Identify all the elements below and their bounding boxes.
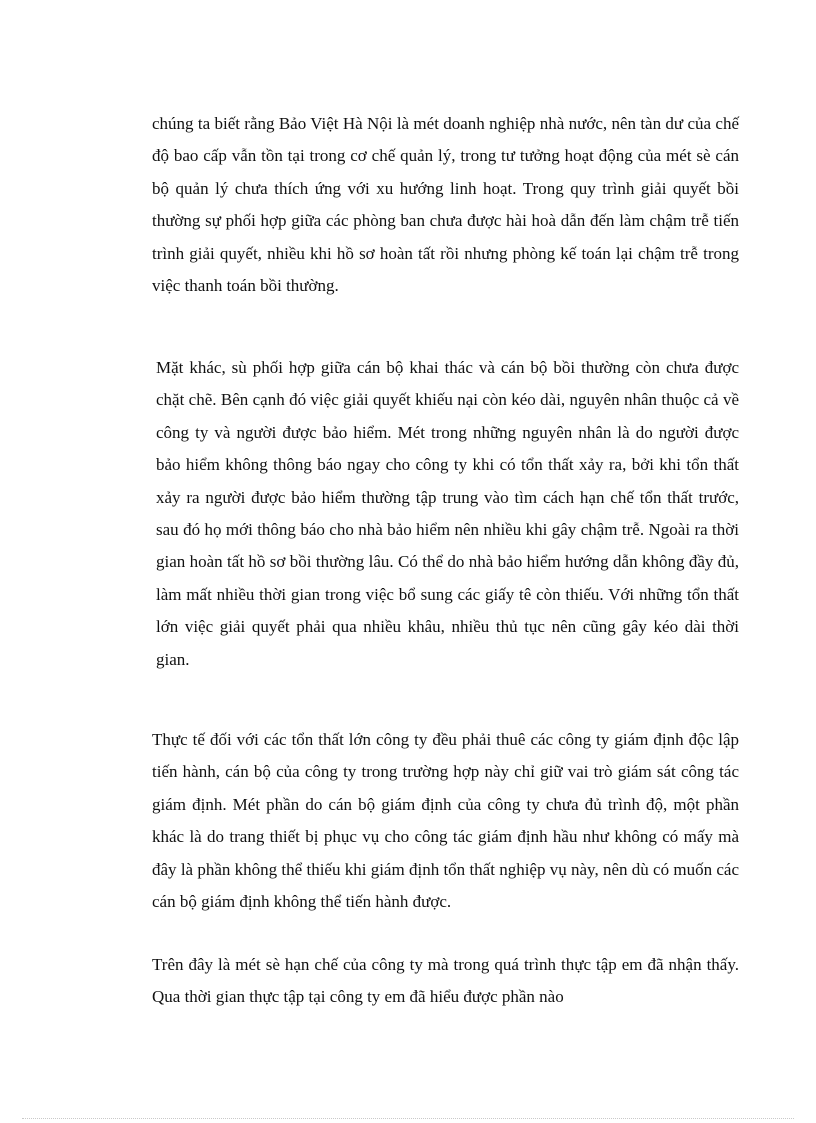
paragraph-3-text: Thực tế đối với các tổn thất lớn công ty đều phải thuê các công ty giám định độc lập tiến hành, cán bộ của công ty trong trường hợp này chỉ giữ vai trò giám sát công tác giám định. Mét phần do cán bộ giám định của công ty chưa đủ trình độ, một phần khác là do trang thiết bị phục vụ cho công tác giám định hầu như không có mấy mà đây là phần không thể thiếu khi giám định tổn thất nghiệp vụ này, nên dù có muốn các cán bộ giám định không thể tiến hành được. [152,730,739,912]
paragraph-3 [152,724,739,918]
paragraph-4-text: Trên đây là mét sè hạn chế của công ty mà trong quá trình thực tập em đã nhận thấy. Qua thời gian thực tập tại công ty em đã hiểu được phần nào [152,955,739,1007]
paragraph-1 [152,108,739,302]
paragraph-1-text: chúng ta biết rằng Bảo Việt Hà Nội là mét doanh nghiệp nhà nước, nên tàn dư của chế độ bao cấp vẫn tồn tại trong cơ chế quản lý, trong tư tưởng hoạt động của mét sè cán bộ quản lý chưa thích ứng với xu hướng linh hoạt. Trong quy trình giải quyết bồi thường sự phối hợp giữa các phòng ban chưa được hài hoà dẫn đến làm chậm trễ tiến trình giải quyết, nhiều khi hồ sơ hoàn tất rồi nhưng phòng kế toán lại chậm trễ trong việc thanh toán bồi thường. [152,114,739,296]
paragraph-4 [152,949,739,1014]
paragraph-2-text: Mặt khác, sù phối hợp giữa cán bộ khai thác và cán bộ bồi thường còn chưa được chặt chẽ. Bên cạnh đó việc giải quyết khiếu nại còn kéo dài, nguyên nhân thuộc cả về công ty và người được bảo hiểm. Mét trong những nguyên nhân là do người được bảo hiểm không thông báo ngay cho công ty khi có tổn thất xảy ra, bởi khi tổn thất xảy ra người được bảo hiểm thường tập trung vào tìm cách hạn chế tổn thất trước, sau đó họ mới thông báo cho nhà bảo hiểm nên nhiều khi gây chậm trễ. Ngoài ra thời gian hoàn tất hồ sơ bồi thường lâu. Có thể do nhà bảo hiểm hướng dẫn không đầy đủ, làm mất nhiều thời gian trong việc bổ sung các giấy tê còn thiếu. Với những tổn thất lớn việc giải quyết phải qua nhiều khâu, nhiều thủ tục nên cũng gây kéo dài thời gian. [156,358,739,669]
footer-divider [22,1118,794,1119]
paragraph-2 [152,352,739,676]
